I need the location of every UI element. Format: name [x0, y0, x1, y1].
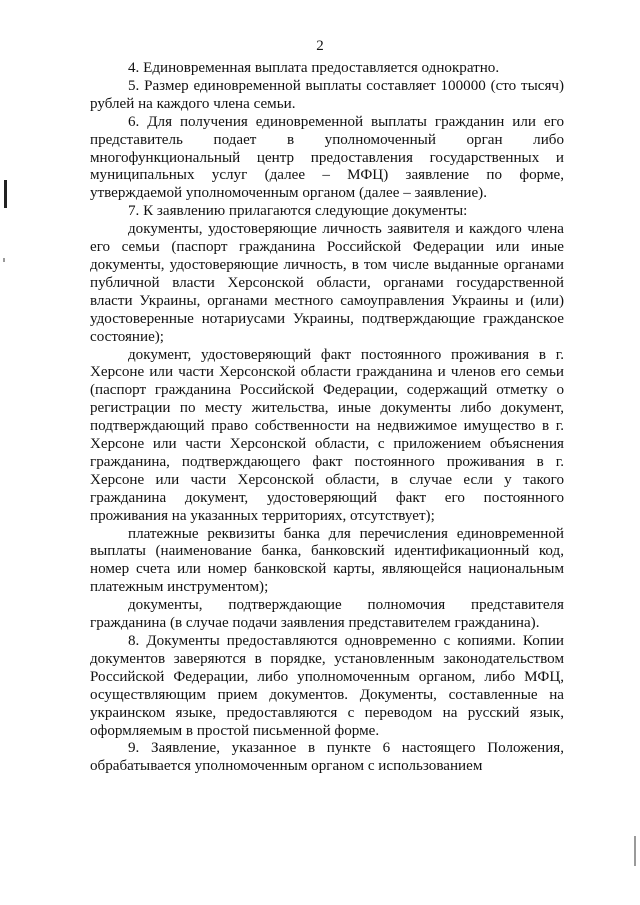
document-body [90, 60, 564, 776]
scan-speck [634, 836, 636, 866]
paragraph-8: 8. Документы предоставляются одновременно с копиями. Копии документов заверяются в порядке, установленным законодательством Российской Федерации, либо уполномоченным органом, либо МФЦ, осуществляющим прием документов. Документы, составленные на украинском языке, предоставляются с переводом на русский язык, оформляемым в простой письменной форме. [90, 633, 564, 739]
paragraph-5: 5. Размер единовременной выплаты составляет 100000 (сто тысяч) рублей на каждого члена семьи. [90, 77, 564, 112]
scan-speck [3, 258, 5, 262]
page-number: 2 [316, 38, 324, 54]
scan-edge-mark [4, 180, 7, 208]
paragraph-7-representative-docs: документы, подтверждающие полномочия представителя гражданина (в случае подачи заявления представителем гражданина). [90, 597, 564, 632]
paragraph-9: 9. Заявление, указанное в пункте 6 настоящего Положения, обрабатывается уполномоченным органом с использованием [90, 740, 564, 775]
paragraph-6: 6. Для получения единовременной выплаты гражданин или его представитель подает в уполномоченный орган либо многофункциональный центр предоставления государственных и муниципальных услуг (далее – МФЦ) заявление по форме, утверждаемой уполномоченным органом (далее – заявление). [90, 113, 564, 202]
paragraph-7-residence-doc: документ, удостоверяющий факт постоянного проживания в г. Херсоне или части Херсонской области гражданина и членов его семьи (паспорт гражданина Российской Федерации, содержащий отметку о регистрации по месту жительства, иные документы либо документ, подтверждающий право собственности на недвижимое имущество в г. Херсоне или части Херсонской области, с приложением объяснения гражданина, подтверждающего факт постоянного проживания в г. Херсоне или части Херсонской области, в случае если у такого гражданина документ, удостоверяющий факт его постоянного проживания на указанных территориях, отсутствует); [90, 346, 564, 524]
paragraph-7-identity-docs: документы, удостоверяющие личность заявителя и каждого члена его семьи (паспорт гражданина Российской Федерации или иные документы, удостоверяющие личность, в том числе выданные органами публичной власти Херсонской области, органами государственной власти Украины, органами местного самоуправления Украины и (или) удостоверенные нотариусами Украины, подтверждающие гражданское состояние); [90, 221, 564, 345]
paragraph-7-bank-details: платежные реквизиты банка для перечисления единовременной выплаты (наименование банка, банковский идентификационный код, номер счета или номер банковской карты, являющейся национальным платежным инструментом); [90, 525, 564, 596]
paragraph-4: 4. Единовременная выплата предоставляется однократно. [128, 60, 500, 76]
paragraph-7: 7. К заявлению прилагаются следующие документы: [128, 203, 468, 220]
